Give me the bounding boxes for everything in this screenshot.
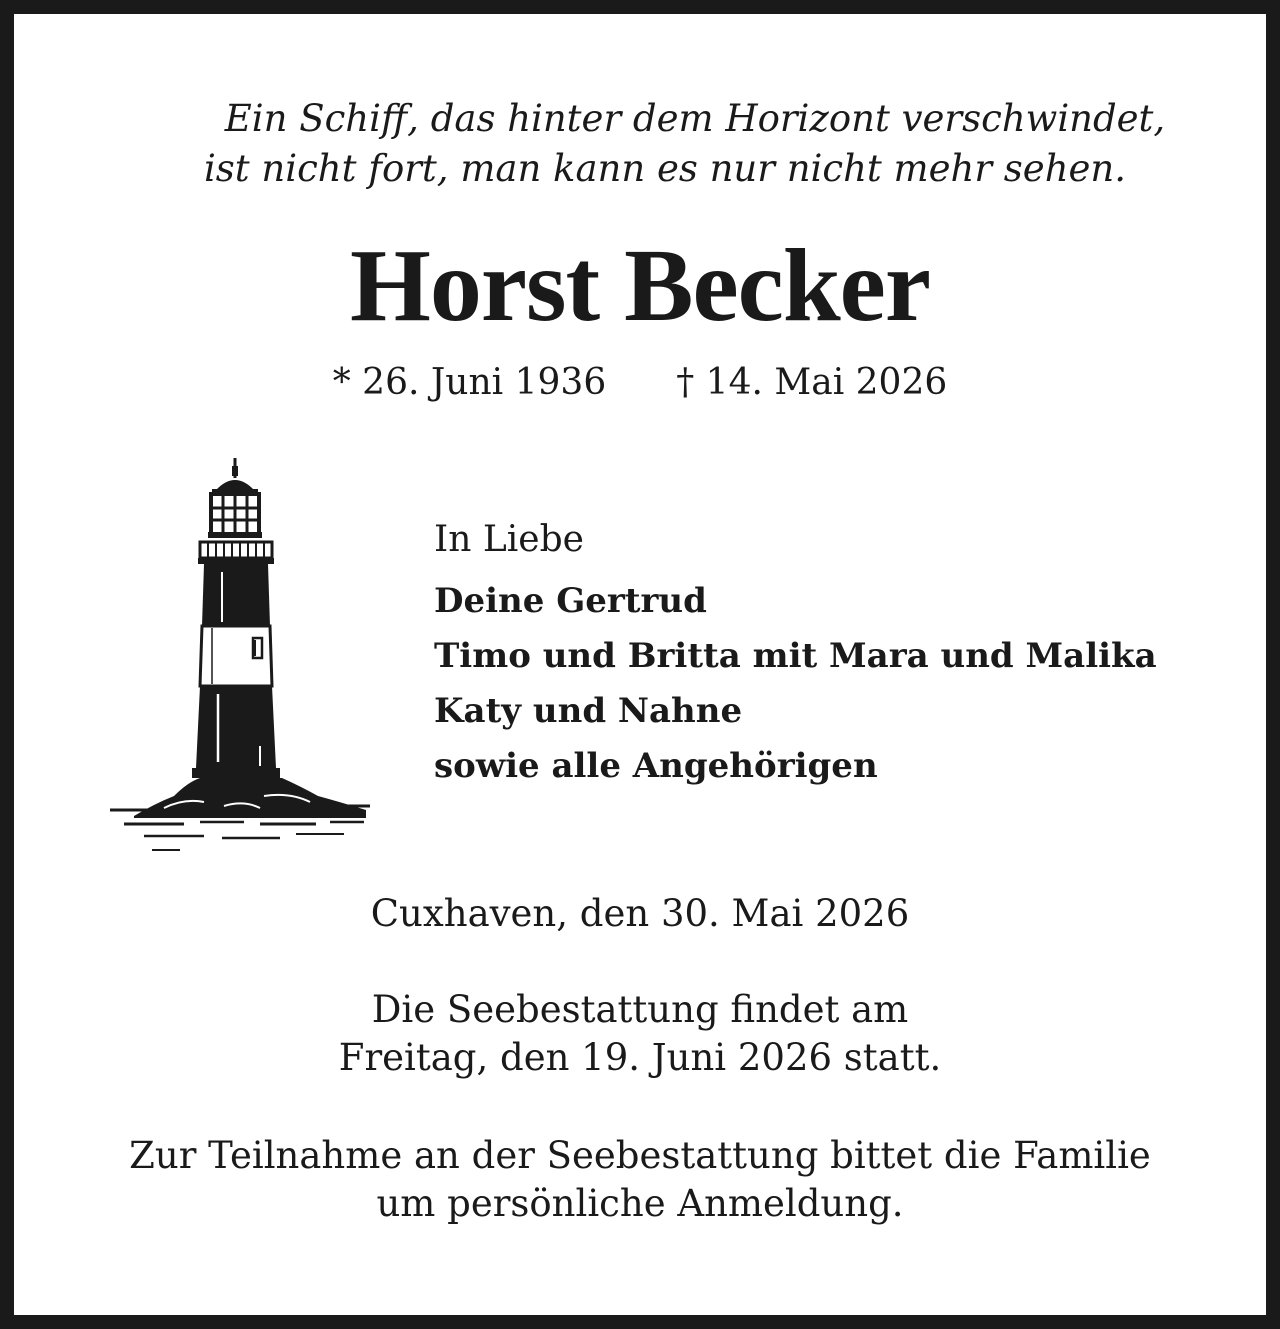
mourner-name: Timo und Britta mit Mara und Malika — [434, 636, 1157, 676]
motto-line-2: ist nicht fort, man kann es nur nicht mehr sehen. — [203, 147, 1127, 190]
burial-line-1: Die Seebestattung findet am — [371, 988, 909, 1031]
place-and-date — [0, 890, 1280, 938]
motto-line-1: Ein Schiff, das hinter dem Horizont verschwindet, — [224, 97, 1166, 140]
mourner-name: Deine Gertrud — [434, 581, 707, 621]
motto-quote — [0, 94, 1280, 194]
burial-line-2: Freitag, den 19. Juni 2026 statt. — [338, 1036, 942, 1079]
life-dates — [0, 358, 1280, 408]
mourners-intro: In Liebe — [434, 519, 584, 560]
request-line-1: Zur Teilnahme an der Seebestattung bittet die Familie — [129, 1134, 1151, 1177]
mourners-block — [434, 512, 1234, 794]
request-line-2: um persönliche Anmeldung. — [376, 1182, 904, 1225]
birth-date: * 26. Juni 1936 — [332, 362, 607, 403]
death-date: † 14. Mai 2026 — [676, 362, 948, 403]
deceased-name: Horst Becker — [349, 228, 930, 343]
mourner-name: Katy und Nahne — [434, 691, 743, 731]
lighthouse-icon — [104, 456, 372, 856]
mourner-name: sowie alle Angehörigen — [434, 746, 878, 786]
burial-notice — [0, 986, 1280, 1082]
mourners-list — [434, 574, 1234, 794]
place-date-line: Cuxhaven, den 30. Mai 2026 — [370, 892, 910, 935]
attendance-request — [0, 1132, 1280, 1228]
